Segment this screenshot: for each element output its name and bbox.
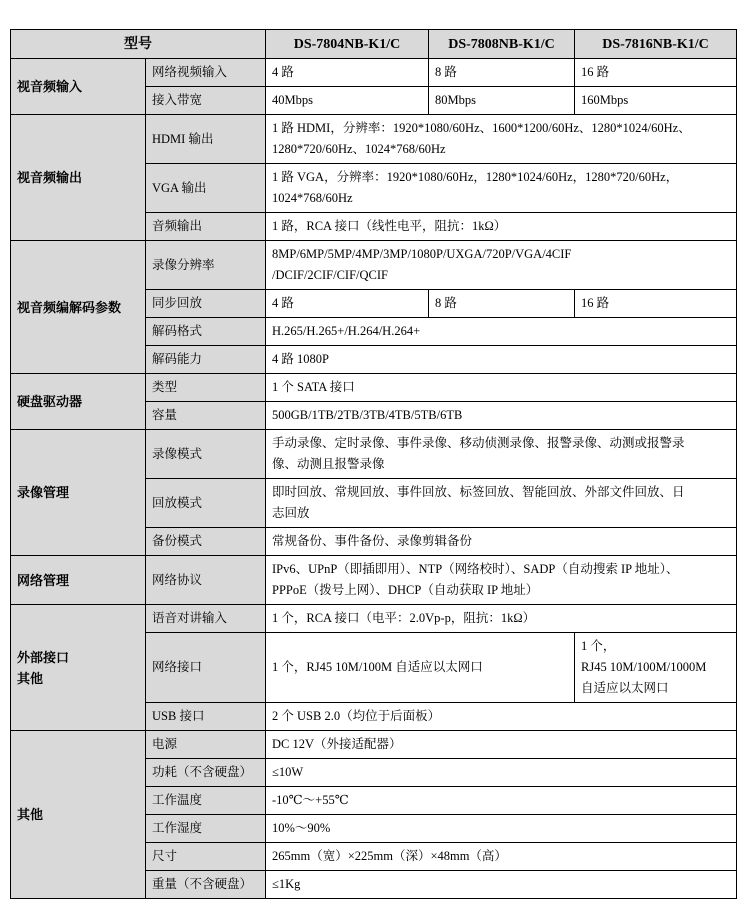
model-3: DS-7816NB-K1/C	[575, 30, 737, 59]
category-external	[11, 605, 146, 731]
cell-value: 40Mbps	[266, 87, 429, 115]
category-codec: 视音频编解码参数	[11, 241, 146, 374]
cell-value: 1 个，RCA 接口（电平：2.0Vp-p，阻抗：1kΩ）	[266, 605, 737, 633]
table-row	[11, 115, 737, 164]
cell-value: 常规备份、事件备份、录像剪辑备份	[266, 528, 737, 556]
cell-value: 1 个 SATA 接口	[266, 374, 737, 402]
category-line: 其他	[17, 670, 44, 686]
row-label: 类型	[146, 374, 266, 402]
cell-value	[575, 633, 737, 703]
row-label: 录像模式	[146, 430, 266, 479]
cell-line: 1280*720/60Hz、1024*768/60Hz	[272, 142, 446, 156]
model-label: 型号	[11, 30, 266, 59]
cell-value: 160Mbps	[575, 87, 737, 115]
row-label: 尺寸	[146, 843, 266, 871]
row-label: 同步回放	[146, 290, 266, 318]
cell-value: 4 路 1080P	[266, 346, 737, 374]
cell-value	[266, 430, 737, 479]
cell-value: ≤1Kg	[266, 871, 737, 899]
cell-value: H.265/H.265+/H.264/H.264+	[266, 318, 737, 346]
cell-line: 即时回放、常规回放、事件回放、标签回放、智能回放、外部文件回放、日	[272, 485, 685, 499]
category-av-input: 视音频输入	[11, 59, 146, 115]
row-label: 回放模式	[146, 479, 266, 528]
cell-line: 自适应以太网口	[581, 681, 669, 695]
cell-value: 8 路	[429, 59, 575, 87]
cell-value: 16 路	[575, 290, 737, 318]
spec-table-container	[10, 29, 737, 899]
row-label: 功耗（不含硬盘）	[146, 759, 266, 787]
row-label: VGA 输出	[146, 164, 266, 213]
cell-value: 10%～90%	[266, 815, 737, 843]
cell-value: -10℃～+55℃	[266, 787, 737, 815]
table-row	[11, 59, 737, 87]
row-label: 容量	[146, 402, 266, 430]
cell-line: 1 个，	[581, 639, 616, 653]
row-label: 网络协议	[146, 556, 266, 605]
row-label: 语音对讲输入	[146, 605, 266, 633]
row-label: 解码能力	[146, 346, 266, 374]
cell-value: 500GB/1TB/2TB/3TB/4TB/5TB/6TB	[266, 402, 737, 430]
cell-line: 手动录像、定时录像、事件录像、移动侦测录像、报警录像、动测或报警录	[272, 436, 685, 450]
cell-value	[266, 115, 737, 164]
cell-line: 1 路 VGA，分辨率：1920*1080/60Hz，1280*1024/60Hz，1280*720/60Hz，	[272, 170, 679, 184]
table-row	[11, 556, 737, 605]
row-label: 音频输出	[146, 213, 266, 241]
category-av-output: 视音频输出	[11, 115, 146, 241]
row-label: 网络视频输入	[146, 59, 266, 87]
table-row	[11, 605, 737, 633]
category-hdd: 硬盘驱动器	[11, 374, 146, 430]
row-label: 解码格式	[146, 318, 266, 346]
row-label: 电源	[146, 731, 266, 759]
cell-value	[266, 556, 737, 605]
category-line: 外部接口	[17, 649, 70, 665]
cell-value: 265mm（宽）×225mm（深）×48mm（高）	[266, 843, 737, 871]
cell-value: 2 个 USB 2.0（均位于后面板）	[266, 703, 737, 731]
cell-value: ≤10W	[266, 759, 737, 787]
model-2: DS-7808NB-K1/C	[429, 30, 575, 59]
table-row	[11, 374, 737, 402]
cell-line: 像、动测且报警录像	[272, 457, 385, 471]
row-label: HDMI 输出	[146, 115, 266, 164]
row-label: 接入带宽	[146, 87, 266, 115]
header-row	[11, 30, 737, 59]
cell-line: 8MP/6MP/5MP/4MP/3MP/1080P/UXGA/720P/VGA/4CIF	[272, 247, 572, 261]
cell-value: 8 路	[429, 290, 575, 318]
cell-value: 1 路，RCA 接口（线性电平，阻抗：1kΩ）	[266, 213, 737, 241]
category-recording: 录像管理	[11, 430, 146, 556]
row-label: 工作湿度	[146, 815, 266, 843]
cell-line: /DCIF/2CIF/CIF/QCIF	[272, 268, 389, 282]
table-row	[11, 731, 737, 759]
cell-value: 4 路	[266, 59, 429, 87]
row-label: USB 接口	[146, 703, 266, 731]
cell-value	[266, 479, 737, 528]
table-row	[11, 430, 737, 479]
table-row	[11, 241, 737, 290]
cell-value: 1 个，RJ45 10M/100M 自适应以太网口	[266, 633, 575, 703]
cell-value: 4 路	[266, 290, 429, 318]
cell-value	[266, 241, 737, 290]
cell-value: 80Mbps	[429, 87, 575, 115]
model-1: DS-7804NB-K1/C	[266, 30, 429, 59]
category-other: 其他	[11, 731, 146, 899]
cell-value: 16 路	[575, 59, 737, 87]
category-network: 网络管理	[11, 556, 146, 605]
row-label: 网络接口	[146, 633, 266, 703]
row-label: 备份模式	[146, 528, 266, 556]
cell-line: 1024*768/60Hz	[272, 191, 353, 205]
cell-value	[266, 164, 737, 213]
cell-line: RJ45 10M/100M/1000M	[581, 660, 707, 674]
row-label: 录像分辨率	[146, 241, 266, 290]
cell-line: PPPoE（拨号上网）、DHCP（自动获取 IP 地址）	[272, 583, 539, 597]
row-label: 工作温度	[146, 787, 266, 815]
row-label: 重量（不含硬盘）	[146, 871, 266, 899]
cell-line: 1 路 HDMI，分辨率：1920*1080/60Hz、1600*1200/60Hz、1280*1024/60Hz、	[272, 121, 691, 135]
cell-line: 志回放	[272, 506, 310, 520]
cell-value: DC 12V（外接适配器）	[266, 731, 737, 759]
spec-table	[10, 29, 737, 899]
cell-line: IPv6、UPnP（即插即用）、NTP（网络校时）、SADP（自动搜索 IP 地址）、	[272, 562, 679, 576]
